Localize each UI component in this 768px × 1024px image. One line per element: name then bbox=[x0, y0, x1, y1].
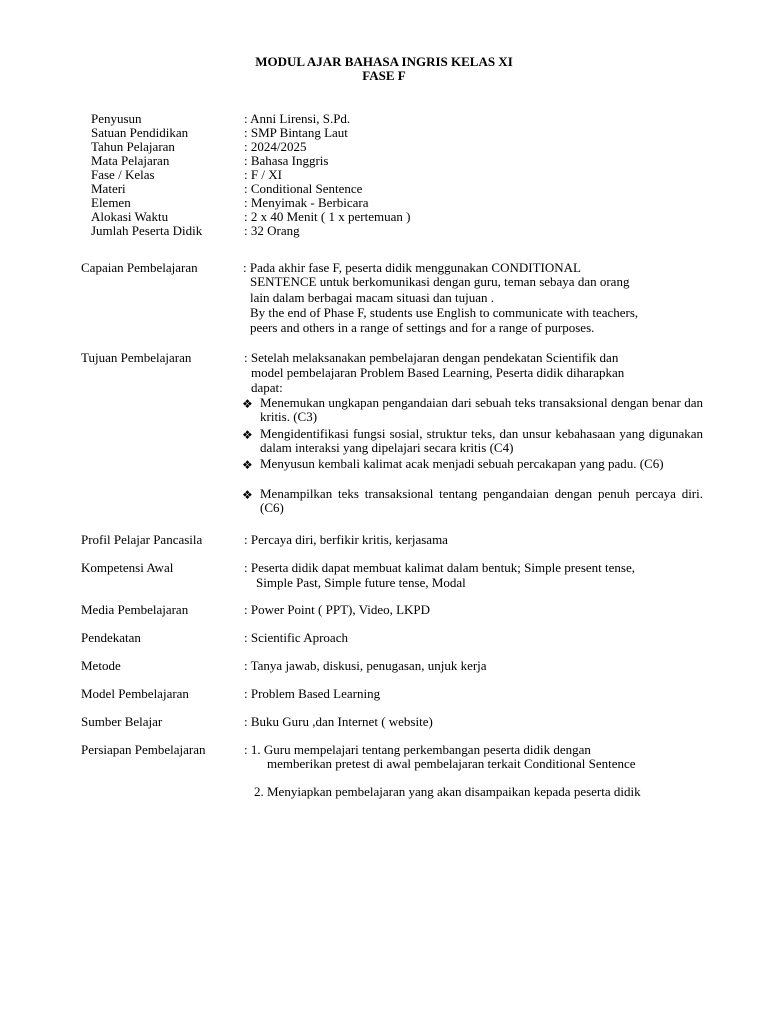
info-value-jumlah: : 32 Orang bbox=[244, 223, 300, 238]
capaian-line: lain dalam berbagai macam situasi dan tujuan . bbox=[250, 290, 495, 305]
info-value-satuan: : SMP Bintang Laut bbox=[244, 125, 348, 140]
sumber-label: Sumber Belajar bbox=[81, 714, 163, 729]
tujuan-bullet-item: Menampilkan teks transaksional tentang pengandaian dengan penuh percaya diri. (C6) bbox=[260, 486, 703, 515]
metode-value: : Tanya jawab, diskusi, penugasan, unjuk kerja bbox=[244, 658, 487, 673]
info-label-mapel: Mata Pelajaran bbox=[91, 153, 170, 168]
info-value-penyusun: : Anni Lirensi, S.Pd. bbox=[244, 111, 351, 126]
capaian-line: By the end of Phase F, students use English to communicate with teachers, bbox=[250, 305, 639, 320]
persiapan-label: Persiapan Pembelajaran bbox=[81, 742, 206, 757]
info-label-jumlah: Jumlah Peserta Didik bbox=[91, 223, 203, 238]
document-subtitle: FASE F bbox=[362, 68, 406, 83]
model-value: : Problem Based Learning bbox=[244, 686, 381, 701]
info-label-fase: Fase / Kelas bbox=[91, 167, 155, 182]
capaian-line: : Pada akhir fase F, peserta didik menggunakan CONDITIONAL bbox=[243, 260, 581, 275]
tujuan-line: dapat: bbox=[251, 380, 283, 395]
capaian-line: SENTENCE untuk berkomunikasi dengan guru, teman sebaya dan orang bbox=[250, 274, 630, 289]
info-value-mapel: : Bahasa Inggris bbox=[244, 153, 329, 168]
media-label: Media Pembelajaran bbox=[81, 602, 189, 617]
info-label-elemen: Elemen bbox=[91, 195, 131, 210]
diamond-bullet-icon: ❖ bbox=[242, 397, 253, 411]
diamond-bullet-icon: ❖ bbox=[242, 488, 253, 502]
info-label-materi: Materi bbox=[91, 181, 126, 196]
pendekatan-value: : Scientific Aproach bbox=[244, 630, 348, 645]
kompetensi-line: Simple Past, Simple future tense, Modal bbox=[256, 575, 466, 590]
pendekatan-label: Pendekatan bbox=[81, 630, 141, 645]
persiapan-line: : 1. Guru mempelajari tentang perkembangan peserta didik dengan bbox=[244, 742, 591, 757]
info-value-materi: : Conditional Sentence bbox=[244, 181, 363, 196]
info-label-alokasi: Alokasi Waktu bbox=[91, 209, 169, 224]
info-label-tahun: Tahun Pelajaran bbox=[91, 139, 175, 154]
profil-label: Profil Pelajar Pancasila bbox=[81, 532, 203, 547]
capaian-label: Capaian Pembelajaran bbox=[81, 260, 198, 275]
tujuan-bullet-item: Mengidentifikasi fungsi sosial, struktur teks, dan unsur kebahasaan yang digunakan dalam interaksi yang dipelajari secara kritis (C4) bbox=[260, 426, 703, 455]
info-label-satuan: Satuan Pendidikan bbox=[91, 125, 189, 140]
tujuan-bullet-item: Menemukan ungkapan pengandaian dari sebuah teks transaksional dengan benar dan kritis. (C3) bbox=[260, 395, 703, 424]
kompetensi-line: : Peserta didik dapat membuat kalimat dalam bentuk; Simple present tense, bbox=[244, 560, 635, 575]
profil-value: : Percaya diri, berfikir kritis, kerjasama bbox=[244, 532, 448, 547]
persiapan-line: memberikan pretest di awal pembelajaran terkait Conditional Sentence bbox=[267, 756, 636, 771]
diamond-bullet-icon: ❖ bbox=[242, 428, 253, 442]
tujuan-line: : Setelah melaksanakan pembelajaran dengan pendekatan Scientifik dan bbox=[244, 350, 619, 365]
info-value-elemen: : Menyimak - Berbicara bbox=[244, 195, 369, 210]
sumber-value: : Buku Guru ,dan Internet ( website) bbox=[244, 714, 433, 729]
model-label: Model Pembelajaran bbox=[81, 686, 189, 701]
tujuan-bullet-item: Menyusun kembali kalimat acak menjadi sebuah percakapan yang padu. (C6) bbox=[260, 456, 664, 471]
tujuan-line: model pembelajaran Problem Based Learning, Peserta didik diharapkan bbox=[251, 365, 625, 380]
info-value-alokasi: : 2 x 40 Menit ( 1 x pertemuan ) bbox=[244, 209, 411, 224]
info-value-fase: : F / XI bbox=[244, 167, 282, 182]
info-label-penyusun: Penyusun bbox=[91, 111, 142, 126]
diamond-bullet-icon: ❖ bbox=[242, 458, 253, 472]
capaian-line: peers and others in a range of settings and for a range of purposes. bbox=[250, 320, 595, 335]
persiapan-line: 2. Menyiapkan pembelajaran yang akan disampaikan kepada peserta didik bbox=[254, 784, 641, 799]
document-title: MODUL AJAR BAHASA INGRIS KELAS XI bbox=[255, 54, 513, 69]
kompetensi-label: Kompetensi Awal bbox=[81, 560, 174, 575]
metode-label: Metode bbox=[81, 658, 121, 673]
media-value: : Power Point ( PPT), Video, LKPD bbox=[244, 602, 431, 617]
info-value-tahun: : 2024/2025 bbox=[244, 139, 307, 154]
tujuan-label: Tujuan Pembelajaran bbox=[81, 350, 192, 365]
